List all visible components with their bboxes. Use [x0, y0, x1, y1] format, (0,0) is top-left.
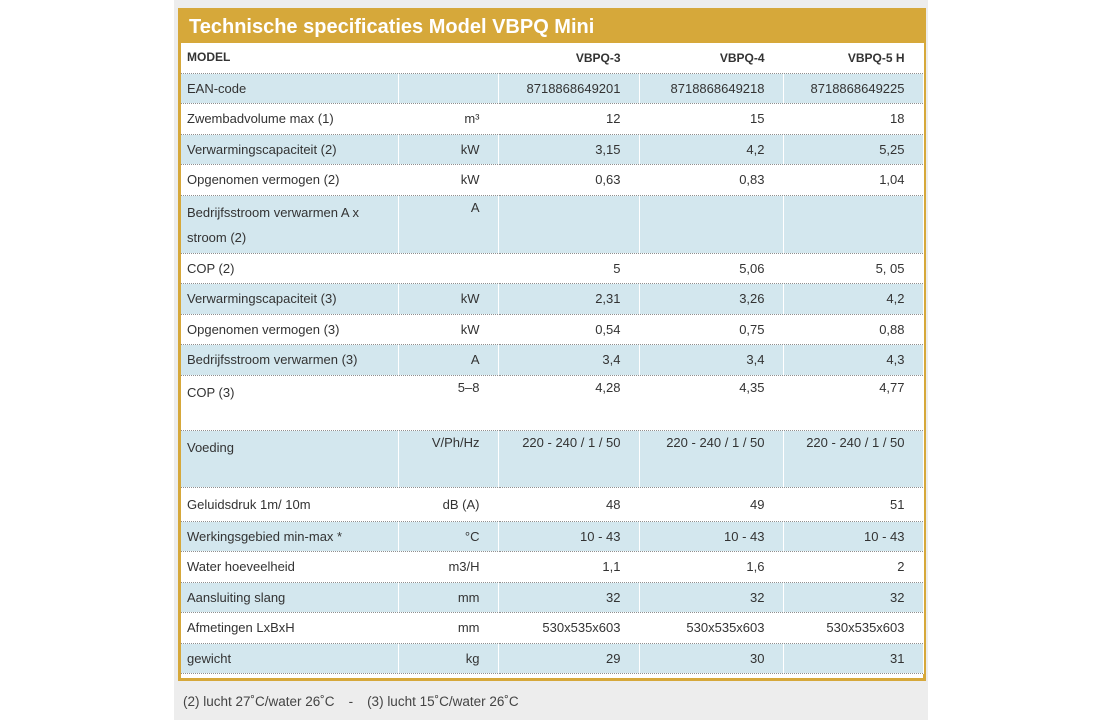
row-label: Opgenomen vermogen (2) — [181, 164, 398, 195]
row-value: 4,2 — [639, 134, 783, 164]
row-value: 5,06 — [639, 253, 783, 283]
row-value: 2 — [783, 551, 923, 582]
row-value: 5, 05 — [783, 253, 923, 283]
row-value: 4,35 — [639, 375, 783, 430]
row-label: Aansluiting slang — [181, 582, 398, 612]
table-header-row — [181, 43, 923, 73]
row-label: Voeding — [181, 430, 398, 487]
table-row — [181, 283, 923, 314]
header-unit — [398, 43, 498, 73]
row-value: 32 — [639, 582, 783, 612]
row-unit: mm — [398, 612, 498, 643]
footnote — [183, 694, 519, 709]
row-value: 31 — [783, 643, 923, 673]
row-label: Werkingsgebied min-max * — [181, 521, 398, 551]
table-row — [181, 314, 923, 344]
row-unit: A — [398, 344, 498, 375]
row-value: 1,1 — [498, 551, 639, 582]
row-value: 0,88 — [783, 314, 923, 344]
row-label: Afmetingen LxBxH — [181, 612, 398, 643]
row-value — [783, 195, 923, 253]
header-model: VBPQ-5 H — [783, 43, 923, 73]
row-label: Zwembadvolume max (1) — [181, 103, 398, 134]
row-label: Geluidsdruk 1m/ 10m — [181, 487, 398, 521]
row-value: 8718868649225 — [783, 73, 923, 103]
row-value: 51 — [783, 487, 923, 521]
row-unit: mm — [398, 582, 498, 612]
row-unit: kg — [398, 643, 498, 673]
row-value: 4,28 — [498, 375, 639, 430]
row-value: 15 — [639, 103, 783, 134]
row-unit: kW — [398, 283, 498, 314]
row-unit — [398, 73, 498, 103]
footnote-2: (2) lucht 27˚C/water 26˚C — [183, 694, 335, 709]
row-value: 0,54 — [498, 314, 639, 344]
row-value: 10 - 43 — [783, 521, 923, 551]
row-label: Bedrijfsstroom verwarmen (3) — [181, 344, 398, 375]
row-unit: m³ — [398, 103, 498, 134]
row-value: 220 - 240 / 1 / 50 — [783, 430, 923, 487]
row-value: 8718868649218 — [639, 73, 783, 103]
table-row — [181, 164, 923, 195]
row-value: 3,15 — [498, 134, 639, 164]
table-row — [181, 487, 923, 521]
row-value — [498, 195, 639, 253]
table-row — [181, 430, 923, 487]
row-value: 12 — [498, 103, 639, 134]
row-value: 1,04 — [783, 164, 923, 195]
table-row — [181, 73, 923, 103]
spec-table-body — [181, 43, 923, 673]
footnote-3: (3) lucht 15˚C/water 26˚C — [367, 694, 519, 709]
row-value: 8718868649201 — [498, 73, 639, 103]
row-value: 0,63 — [498, 164, 639, 195]
table-row — [181, 521, 923, 551]
table-title: Technische specificaties Model VBPQ Mini — [181, 11, 923, 43]
row-value — [639, 195, 783, 253]
table-row — [181, 375, 923, 430]
table-row — [181, 643, 923, 673]
row-value: 4,2 — [783, 283, 923, 314]
table-row — [181, 134, 923, 164]
row-value: 4,3 — [783, 344, 923, 375]
row-value: 0,83 — [639, 164, 783, 195]
table-row — [181, 253, 923, 283]
row-value: 10 - 43 — [639, 521, 783, 551]
row-value: 530x535x603 — [783, 612, 923, 643]
row-unit: kW — [398, 134, 498, 164]
row-value: 220 - 240 / 1 / 50 — [498, 430, 639, 487]
header-label: MODEL — [181, 43, 398, 73]
row-label: Bedrijfsstroom verwarmen A x stroom (2) — [181, 195, 398, 253]
row-value: 0,75 — [639, 314, 783, 344]
row-unit: kW — [398, 314, 498, 344]
row-unit: dB (A) — [398, 487, 498, 521]
row-label: COP (3) — [181, 375, 398, 430]
row-label: Verwarmingscapaciteit (2) — [181, 134, 398, 164]
row-unit: 5–8 — [398, 375, 498, 430]
table-row — [181, 551, 923, 582]
row-label: Verwarmingscapaciteit (3) — [181, 283, 398, 314]
row-value: 3,4 — [639, 344, 783, 375]
row-label: COP (2) — [181, 253, 398, 283]
row-value: 48 — [498, 487, 639, 521]
row-unit: m3/H — [398, 551, 498, 582]
row-value: 18 — [783, 103, 923, 134]
row-value: 30 — [639, 643, 783, 673]
row-value: 530x535x603 — [498, 612, 639, 643]
row-label: Water hoeveelheid — [181, 551, 398, 582]
row-value: 530x535x603 — [639, 612, 783, 643]
table-row — [181, 582, 923, 612]
spec-table-frame — [178, 8, 926, 681]
table-row — [181, 195, 923, 253]
row-value: 29 — [498, 643, 639, 673]
row-value: 3,26 — [639, 283, 783, 314]
row-label: Opgenomen vermogen (3) — [181, 314, 398, 344]
footnote-separator: - — [348, 694, 354, 709]
row-label: gewicht — [181, 643, 398, 673]
row-value: 3,4 — [498, 344, 639, 375]
spec-table — [181, 43, 924, 674]
row-value: 49 — [639, 487, 783, 521]
row-value: 4,77 — [783, 375, 923, 430]
row-unit: °C — [398, 521, 498, 551]
table-row — [181, 344, 923, 375]
row-value: 2,31 — [498, 283, 639, 314]
table-row — [181, 612, 923, 643]
row-unit: V/Ph/Hz — [398, 430, 498, 487]
row-value: 32 — [498, 582, 639, 612]
row-unit: A — [398, 195, 498, 253]
row-label: EAN-code — [181, 73, 398, 103]
row-value: 32 — [783, 582, 923, 612]
row-value: 5,25 — [783, 134, 923, 164]
row-value: 5 — [498, 253, 639, 283]
row-value: 1,6 — [639, 551, 783, 582]
row-unit: kW — [398, 164, 498, 195]
row-value: 220 - 240 / 1 / 50 — [639, 430, 783, 487]
row-unit — [398, 253, 498, 283]
header-model: VBPQ-4 — [639, 43, 783, 73]
table-row — [181, 103, 923, 134]
row-value: 10 - 43 — [498, 521, 639, 551]
header-model: VBPQ-3 — [498, 43, 639, 73]
